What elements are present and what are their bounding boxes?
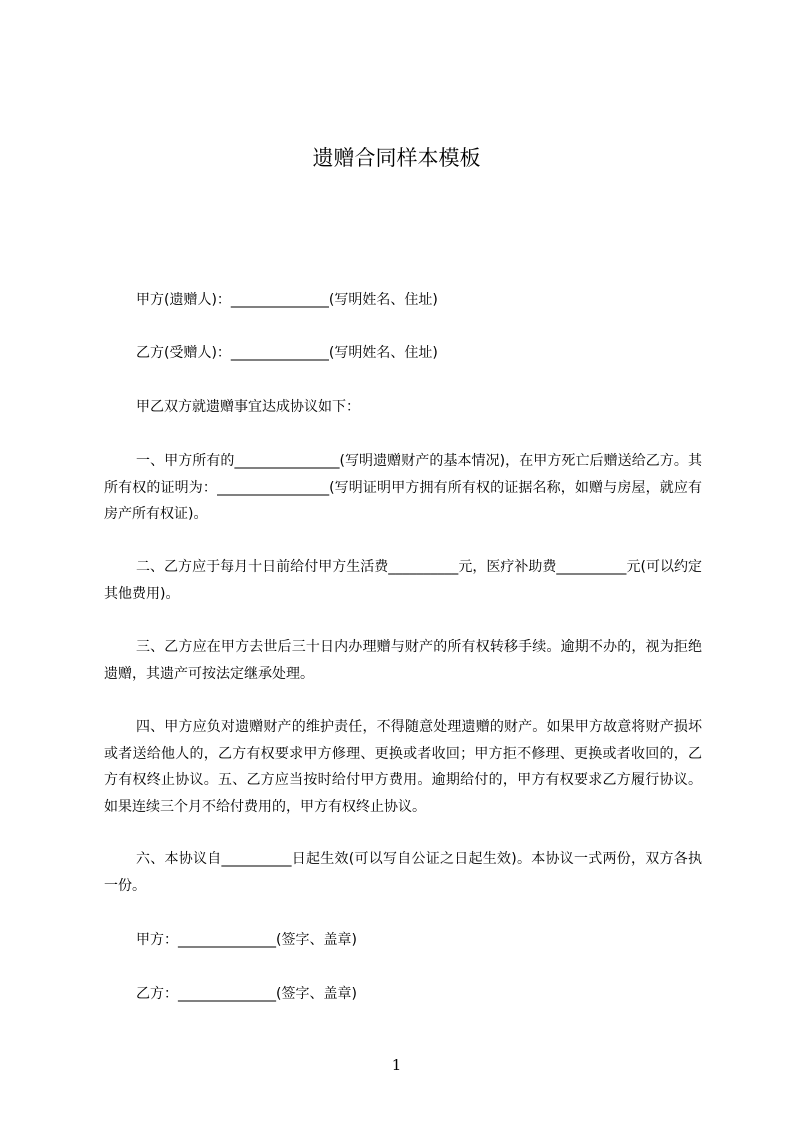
page-number: 1 <box>391 1056 402 1074</box>
clause-3: 三、乙方应在甲方去世后三十日内办理赠与财产的所有权转移手续。逾期不办的，视为拒绝遗赠，其遗产可按法定继承处理。 <box>104 639 702 682</box>
party-b-line: 乙方(受赠人)：______________(写明姓名、住址) <box>136 345 438 361</box>
party-b-signature: 乙方：______________(签字、盖章) <box>136 986 357 1002</box>
clause-2: 二、乙方应于每月十日前给付甲方生活费__________元，医疗补助费__________元(可以约定其他费用)。 <box>104 559 702 602</box>
party-a-signature: 甲方：______________(签字、盖章) <box>136 932 357 948</box>
clause-4-5: 四、甲方应负对遗赠财产的维护责任，不得随意处理遗赠的财产。如果甲方故意将财产损坏或者送给他人的，乙方有权要求甲方修理、更换或者收回；甲方拒不修理、更换或者收回的，乙方有权终止协议。五、乙方应当按时给付甲方费用。逾期给付的，甲方有权要求乙方履行协议。如果连续三个月不给付费用的，甲方有权终止协议。 <box>104 719 702 815</box>
clause-1: 一、甲方所有的_______________(写明遗赠财产的基本情况)，在甲方死亡后赠送给乙方。其所有权的证明为：________________(写明证明甲方拥有所有权的证据名称，如赠与房屋，就应有房产所有权证)。 <box>104 453 702 522</box>
clause-6: 六、本协议自__________日起生效(可以写自公证之日起生效)。本协议一式两份，双方各执一份。 <box>104 851 702 894</box>
party-a-line: 甲方(遗赠人)：______________(写明姓名、住址) <box>136 292 438 308</box>
document-title: 遗赠合同样本模板 <box>312 146 481 170</box>
agreement-intro: 甲乙双方就遗赠事宜达成协议如下： <box>136 399 360 415</box>
